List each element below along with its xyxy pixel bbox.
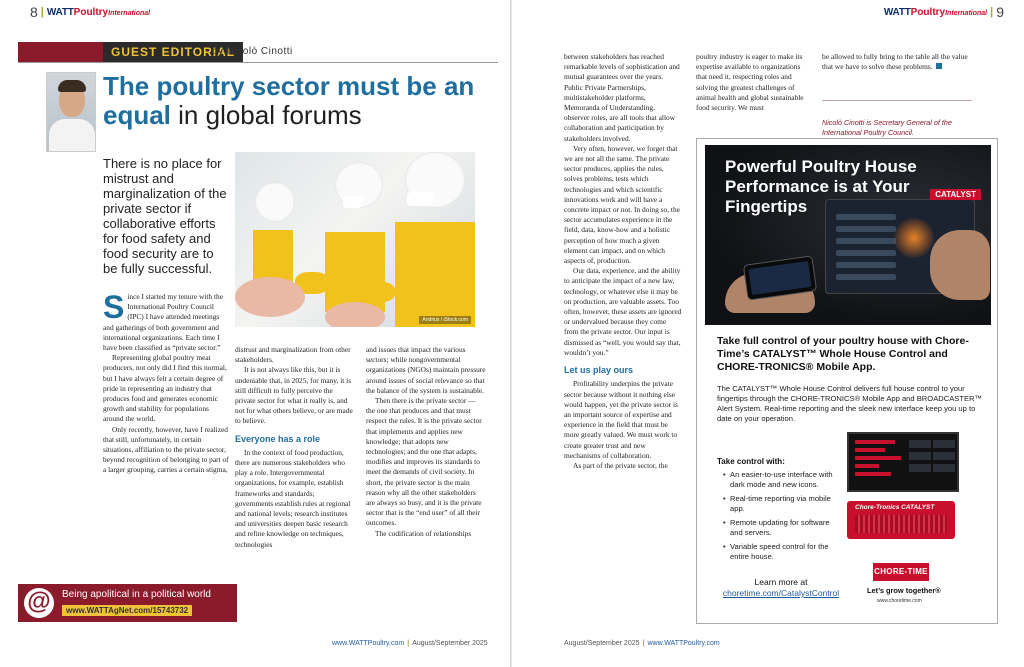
article-column-3: and issues that impact the various sectors; while nongovernmental organizations (NGOs) maintain pressure around issues of social relevance so that the balance of the system is sustainable. Then there is the private sector — the one that produces and that must respect the rules. It is the private sector that implements and applies new knowledge; that adopts new technologies; and the one that adapts, modifies and improves its standards to meet the demands of civil society. In short, the private sector is the main reason why all the other stakeholders are always so busy, and it is the private sector that is the “end user” of all their outcomes. The codification of relationships xyxy=(366,345,486,538)
article-column-2: distrust and marginalization from other stakeholders. It is not always like this, but it is undeniable that, in 2025, for many, it is still difficult to fully perceive the private sector for what it really is, and not for what others believe, or are made to believe. Everyone has a role In the context of food production, there are numerous stakeholders who play a role. Intergovernmental organizations, for example, establish frameworks and standards; governments establish rules at regional and national levels; research institutes and universities deepen basic research and refine knowledge on techniques, technologies xyxy=(235,345,353,549)
brand-logo: WATTPoultryInternational xyxy=(46,7,151,18)
brand-logo: WATTPoultryInternational xyxy=(883,7,988,18)
photo-credit: Andrius / iStock.com xyxy=(419,316,471,324)
ad-url[interactable]: choretime.com/CatalystControl xyxy=(722,588,840,598)
device-label: Chore-Tronics CATALYST xyxy=(855,504,935,511)
section-bar xyxy=(18,42,103,62)
ad-feature-list xyxy=(723,470,833,566)
article-photo xyxy=(235,152,475,327)
bio-rule xyxy=(822,100,972,101)
subhead-let-us-play-ours: Let us play ours xyxy=(564,365,634,376)
page-number: 8 xyxy=(30,4,38,20)
ad-hero-image xyxy=(705,145,991,325)
header-rule xyxy=(18,62,498,63)
left-footer: www.WATTPoultry.com | August/September 2025 xyxy=(332,640,488,647)
list-item: • An easier-to-use interface with dark mode and new icons. xyxy=(723,470,833,489)
at-icon: @ xyxy=(24,588,54,618)
list-item: • Real-time reporting via mobile app. xyxy=(723,494,833,513)
promo-url[interactable]: www.WATTAgNet.com/15743732 xyxy=(62,605,192,616)
end-mark xyxy=(936,63,942,69)
catalyst-label: CATALYST xyxy=(930,189,981,200)
promo-title: Being apolitical in a political world xyxy=(62,588,211,600)
footer-url[interactable]: www.WATTPoultry.com xyxy=(332,640,405,647)
ad-take-control: Take control with: xyxy=(717,457,785,466)
right-page xyxy=(512,0,1024,667)
related-article-promo[interactable] xyxy=(18,584,237,622)
list-item: • Variable speed control for the entire house. xyxy=(723,542,833,561)
author-photo xyxy=(46,72,96,152)
author-bio: Nicolò Cinotti is Secretary General of the International Poultry Council. xyxy=(822,118,952,137)
ad-site[interactable]: www.choretime.com xyxy=(877,598,922,604)
right-folio: WATTPoultryInternational | 9 xyxy=(883,4,1004,20)
article-column-6: be allowed to fully bring to the table all the value that we have to solve these problems. xyxy=(822,52,968,72)
ad-subhead: Take full control of your poultry house with Chore-Time’s CATALYST™ Whole House Control and CHORE-TRONICS® Mobile App. xyxy=(717,335,969,373)
deck: There is no place for mistrust and marginalization of the private sector if collaborative efforts for food safety and food security are to be fully successful. xyxy=(103,156,227,276)
footer-url[interactable]: www.WATTPoultry.com xyxy=(647,640,720,647)
advertisement[interactable] xyxy=(696,138,998,624)
subhead-everyone-has-a-role: Everyone has a role xyxy=(235,433,321,444)
left-folio: 8 | WATTPoultryInternational xyxy=(30,4,151,20)
monitor-image xyxy=(847,432,959,492)
right-footer: August/September 2025 | www.WATTPoultry.com xyxy=(564,640,720,647)
list-item: • Remote updating for software and servers. xyxy=(723,518,833,537)
ad-headline: Powerful Poultry House Performance is at Your Fingertips xyxy=(725,157,917,216)
footer-date: August/September 2025 xyxy=(412,640,488,647)
hand xyxy=(930,230,990,300)
ad-body: The CATALYST™ Whole House Control delivers full house control to your fingertips through the CHORE-TRONICS® Mobile App and BROADCASTER™ Alert System. Real-time reporting and the sleek new interface keep you up to date on your operation. xyxy=(717,384,983,423)
article-column-4: between stakeholders has reached remarkable levels of sophistication and mutual guarantees over the years. Public Private Partnerships, multistakeholder platforms, Memoranda of Understanding, observer roles, are all tools that allow collaboration and participation by stakeholders involved. Very often, however, we forget that we are not all the same. The private sector produces, applies the rules, solves problems, tests which technologies and which scientific innovations work and will have a concrete impact or not. In doing so, the sector accumulates experience in the field, data, know-how and a holistic perception of how much a given element can impact, and on which aspects of, production. Our data, experience, and the ability to anticipate the impact of a new law, technology, or whatever else it may be on production, are valuable assets. Too often, however, these assets are ignored or undervalued because they come from the private sector. Our input is dismissed as “well, you would say that, wouldn’t you.” Let us play ours Profitability underpins the private sector because without it nothing else would happen, yet the private sector is an important source of expertise and experience in the field that must be more greatly valued. We must work to create greater trust and new mechanisms of collaboration. As part of the private sector, the xyxy=(564,52,682,470)
left-page xyxy=(0,0,511,667)
page-number: 9 xyxy=(996,4,1004,20)
ad-tagline: Let’s grow together® xyxy=(867,586,941,595)
chore-time-logo: CHORE-TIME xyxy=(873,563,929,581)
section-label: GUEST EDITORIAL xyxy=(103,42,243,62)
footer-date: August/September 2025 xyxy=(564,640,640,647)
article-column-1: Since I started my tenure with the International Poultry Council (IPC) I have attended meetings and gatherings of both government and international organizations. Each time I have been classified as “private sector.” Representing global poultry meat producers, not only did I find this normal, but I have always felt a certain degree of pride in representing an industry that produces food and generates economic growth and stability for populations around the world. Only recently, however, have I realized that still, unfortunately, in certain situations, affiliation to the private sector, beyond recognition of belonging to part of a larger grouping, carries a certain stigma, xyxy=(103,289,229,475)
controller-device-image xyxy=(847,501,955,539)
byline: by Nicolò Cinotti xyxy=(212,46,293,57)
drop-cap: S xyxy=(103,289,125,325)
ad-learn-more: Learn more at choretime.com/CatalystControl xyxy=(717,577,845,599)
headline: The poultry sector must be an equal in global forums xyxy=(103,71,475,130)
article-column-5: poultry industry is eager to make its expertise available to organizations that need it, respecting roles and solving the greatest challenges of animal health and global sustainable food security. We must xyxy=(696,52,804,113)
